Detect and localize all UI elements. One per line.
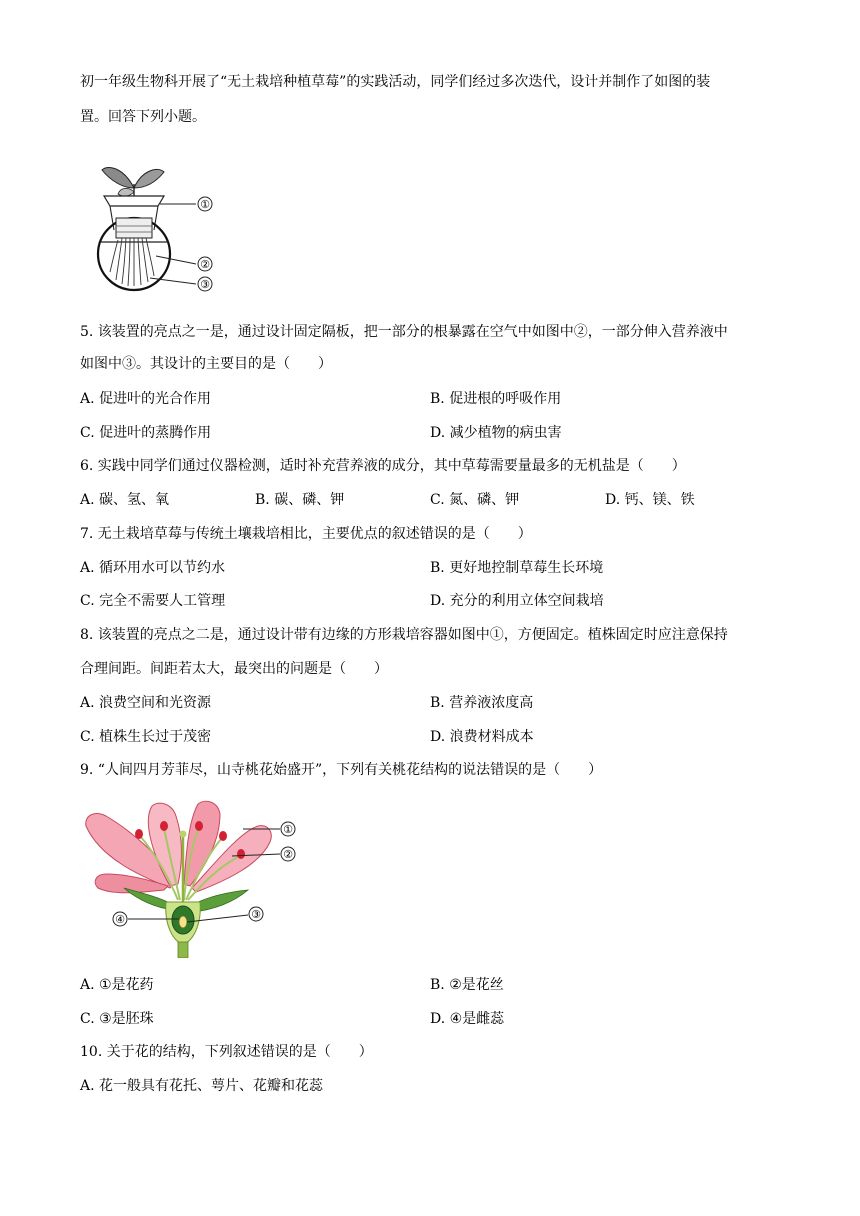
q5-option-d[interactable]: D. 减少植物的病虫害 [430, 425, 562, 441]
device-label-3: ③ [200, 278, 210, 291]
q9-option-d[interactable]: D. ④是雌蕊 [430, 1011, 505, 1027]
q7-option-a[interactable]: A. 循环用水可以节约水 [80, 560, 226, 576]
device-label-2: ② [200, 258, 210, 271]
flower-label-1: ① [283, 823, 293, 836]
q6-option-d[interactable]: D. 钙、镁、铁 [605, 492, 695, 508]
intro-line-2: 置。回答下列小题。 [80, 109, 206, 125]
flower-label-2: ② [283, 848, 293, 861]
q8-stem-line-1: 8. 该装置的亮点之二是，通过设计带有边缘的方形栽培容器如图中①，方便固定。植株固定时应注意保持 [80, 627, 728, 643]
q9-option-a[interactable]: A. ①是花药 [80, 977, 154, 993]
q8-option-d[interactable]: D. 浪费材料成本 [430, 729, 534, 745]
q10-stem: 10. 关于花的结构，下列叙述错误的是（ ） [80, 1044, 373, 1060]
q7-option-d[interactable]: D. 充分的利用立体空间栽培 [430, 593, 604, 609]
q5-stem-line-2: 如图中③。其设计的主要目的是（ ） [80, 356, 332, 372]
device-label-1: ① [200, 198, 210, 211]
q8-option-a[interactable]: A. 浪费空间和光资源 [80, 695, 212, 711]
q6-option-c[interactable]: C. 氮、磷、钾 [430, 492, 520, 508]
q10-option-a[interactable]: A. 花一般具有花托、萼片、花瓣和花蕊 [80, 1078, 324, 1094]
q9-option-b[interactable]: B. ②是花丝 [430, 977, 504, 993]
flower-label-4: ④ [115, 913, 125, 926]
q6-option-b[interactable]: B. 碳、磷、钾 [255, 492, 345, 508]
q5-stem-line-1: 5. 该装置的亮点之一是，通过设计固定隔板，把一部分的根暴露在空气中如图中②，一部分伸入营养液中 [80, 324, 728, 340]
q8-stem-line-2: 合理间距。间距若太大，最突出的问题是（ ） [80, 661, 388, 677]
q6-stem: 6. 实践中同学们通过仪器检测，适时补充营养液的成分，其中草莓需要量最多的无机盐是（ ） [80, 458, 686, 474]
q9-option-c[interactable]: C. ③是胚珠 [80, 1011, 154, 1027]
q5-option-b[interactable]: B. 促进根的呼吸作用 [430, 391, 562, 407]
q8-option-c[interactable]: C. 植株生长过于茂密 [80, 729, 212, 745]
q7-option-c[interactable]: C. 完全不需要人工管理 [80, 593, 226, 609]
q7-stem: 7. 无土栽培草莓与传统土壤栽培相比，主要优点的叙述错误的是（ ） [80, 526, 532, 542]
peach-flower-figure [80, 796, 310, 958]
soilless-culture-device-figure [88, 158, 228, 298]
q6-option-a[interactable]: A. 碳、氢、氧 [80, 492, 170, 508]
q8-option-b[interactable]: B. 营养液浓度高 [430, 695, 534, 711]
q5-option-a[interactable]: A. 促进叶的光合作用 [80, 391, 212, 407]
flower-label-3: ③ [251, 908, 261, 921]
q9-stem: 9. “人间四月芳菲尽，山寺桃花始盛开”，下列有关桃花结构的说法错误的是（ ） [80, 762, 603, 778]
intro-line-1: 初一年级生物科开展了“无土栽培种植草莓”的实践活动，同学们经过多次迭代，设计并制作了如图的装 [80, 74, 711, 90]
q7-option-b[interactable]: B. 更好地控制草莓生长环境 [430, 560, 604, 576]
q5-option-c[interactable]: C. 促进叶的蒸腾作用 [80, 425, 212, 441]
